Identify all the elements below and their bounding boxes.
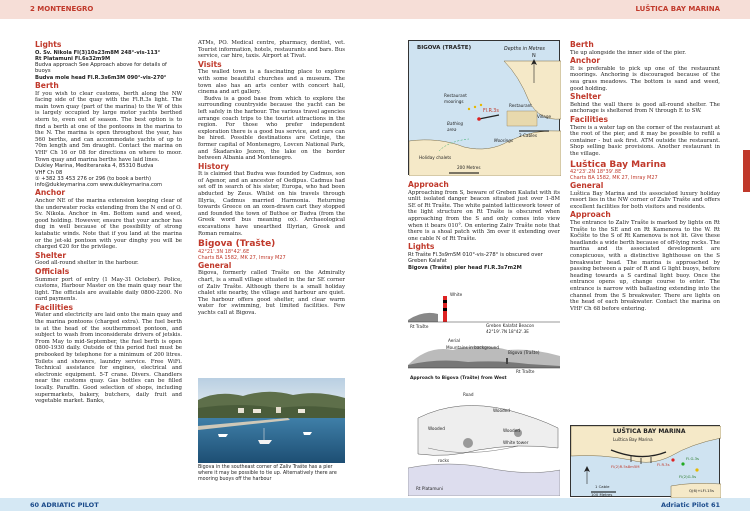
bigova-photo [198, 378, 345, 463]
facilities-continued: ATMs, PO. Medical centre, pharmacy, dentist, vet. Tourist information, hotels, restaurants and bars. Bus service, car hire, taxis. Airport at Tivat. [198, 40, 345, 60]
left-footer-band [0, 498, 375, 511]
right-page [375, 0, 750, 530]
berth-heading: Berth [35, 81, 59, 91]
lustica-position: 42°23'.2N 18°39'.8E [570, 169, 622, 176]
berth-text: If you wish to clear customs, berth along the NW facing side of the quay with the Fl.R.3s light. The main town quay (part of the marina) to the W of this is largely occupied by large motor yachts berthed stern to, even out of season. The best option is to find a berth at one of the pontoons in the marina to the N. The marina is open throughout the year, has 560 berths, and can accommodate yachts of up to 70m length and 5m draught. Contact the marina on VHF Ch 16 or 08 for directions on where to moor. Town quay and marina berths have laid lines. [35, 90, 182, 163]
bigova-heading: Bigova (Trašte) [198, 239, 276, 250]
general-heading: General [198, 260, 232, 270]
berth-text-2: Tie up alongside the inner side of the pier. [570, 49, 686, 56]
bigova-map-cables: 2 Cables [519, 133, 538, 138]
shelter-text: Good all-round shelter in the harbour. [35, 260, 139, 267]
light-bigova-pier: Bigova (Trašte) pier head Fl.R.3s7m2M [408, 264, 522, 271]
sketch-rt-traste-2: Rt Trašte [516, 369, 535, 374]
bigova-map-moorings: Moorings [494, 138, 514, 143]
lustica-map-light-5: Q(6)+LFl.15s [689, 488, 714, 493]
right-column-2 [570, 40, 720, 425]
sketch-caption: Approach to Bigova (Trašte) from West [410, 376, 507, 381]
contact-phone: ① +382 33 453 276 or 296 (to book a berth) [35, 175, 152, 182]
light-budva-mole: Budva mole head Fl.R.3s6m3M 090°-vis-270° [35, 74, 167, 81]
lustica-heading: Luštica Bay Marina [570, 159, 667, 170]
sketch-greben: Greben Kalafat Beacon [486, 323, 535, 328]
lights-heading: Lights [35, 40, 62, 49]
anchor-heading-2: Anchor [570, 56, 601, 66]
anchor-heading: Anchor [35, 188, 66, 198]
bigova-map-holiday: Holiday chalets [419, 155, 452, 160]
lustica-map [570, 425, 720, 497]
sketch-road: Road [463, 392, 474, 397]
lustica-map-light-4: Fl(2)G.5s [679, 474, 697, 479]
right-footer-band [375, 498, 750, 511]
perspective-sketch [408, 388, 560, 496]
facilities-text: Water and electricity are laid onto the main quay and the marina pontoons (charged extra). The fuel berth is at the head of the southernmost pontoon, and subject to wash from inconsiderate drivers of jetskis. From May to mid-September, the fuel berth is open 0800-1930 daily. Outside of this period fuel must be prebooked by telephone for a minimum of 200 litres. Toilets and showers, laundry service. Free WiFi. Technical assistance for engines, electrical and electronic equipment. 5-T crane. Divers. Chandlers near the customs quay. Gas bottles can be filled locally. Paraffin. Good selection of shops, including supermarkets, bakery, butchers, daily fruit and vegetable market. Banks, [35, 312, 182, 405]
lustica-map-cable: 1 Cable [595, 484, 610, 489]
lustica-map-light-3: Fl.G.3s [686, 456, 699, 461]
sketch-greben-pos: 42°19'.7N 18°42'.3E [486, 329, 529, 334]
sketch-platamuni: Rt Platamuni [416, 486, 443, 491]
sketch-white-tower: White tower [503, 440, 529, 445]
officials-text: Summer port of entry (1 May-31 October). Police, customs, Harbour Master on the main quay near the light. The officials are available daily 0800-2200. No card payments. [35, 276, 182, 303]
bigova-map-moorings-label: Restaurant moorings [444, 93, 467, 104]
bigova-map-title: BIGOVA (TRAŠTE) [417, 45, 472, 51]
contact-address: Dukley Marina, Mediteranska 4, 85310 Budva [35, 163, 154, 170]
sketch-rocks: rocks [438, 458, 450, 463]
shelter-heading-2: Shelter [570, 92, 602, 102]
general-text: Bigova, formerly called Trašte on the Admiralty chart, is a small village situated in the far SE corner of Zaliv Trašte. Although there is a small holiday chalet site nearby, the village and harbour are quiet. The harbour offers good shelter, and clear warm water for swimming, but limited facilities. Few yachts call at Bigova. [198, 270, 345, 316]
left-header-text: 2 MONTENEGRO [30, 5, 94, 13]
bigova-position: 42°21'.3N 18°42'.6E [198, 248, 250, 255]
facilities-heading-2: Facilities [570, 114, 609, 124]
light-rt-traste: Rt Trašte Fl.3s9m5M 010°-vis-278° is obscured over Greben Kalafat [408, 251, 543, 265]
bigova-map-bathing: Bathing area [447, 121, 464, 132]
right-footer-text: Adriatic Pilot 61 [660, 501, 720, 509]
officials-heading: Officials [35, 266, 70, 276]
bigova-map [408, 40, 560, 175]
history-heading: History [198, 161, 230, 171]
svg-text:N: N [532, 53, 536, 59]
approach-sketch [408, 290, 560, 385]
bigova-map-village: Village [537, 114, 552, 119]
sketch-wooded-3: Wooded [503, 428, 520, 433]
visits-text-2: Budva is a good base from which to explore the surrounding countryside because the yacht can be left safely in the harbour. The various travel agencies arrange coach trips to the tourist attractions in the region. For those who prefer independent exploration there is a good bus service, and cars can be hired. Possible destinations are Cetinje, the former capital of Montenegro, Lovcen National Park, and Škadarsko Jezero, the lake on the border between Albania and Montenegro. [198, 95, 345, 162]
sketch-wooded-2: Wooded [493, 408, 510, 413]
lustica-charts: Charts BA 1582, MK 27, Imray M27 [570, 175, 658, 182]
lustica-map-sub: Luštica Bay Marina [613, 437, 653, 442]
right-header-band [375, 0, 750, 19]
approach-heading: Approach [408, 180, 449, 189]
bigova-charts: Charts BA 1582, MK 27, Imray M27 [198, 254, 286, 261]
facilities-text-2: There is a water tap on the corner of the restaurant at the root of the pier, and it may be possible to refill a container - but ask first. ATM outside the restaurant. Shop selling basic provisions. Another restaurant in the village. [570, 124, 720, 157]
bigova-map-restaurant: Restaurant [509, 103, 532, 108]
light-sv-nikola: O. Sv. Nikola Fl(3)10s23m8M 248°-vis-113° [35, 49, 161, 56]
anchor-text-2: It is preferable to pick up one of the restaurant moorings. Anchoring is discouraged because of the sea grass meadows. The bottom is sand and weed, good holding. [570, 65, 720, 92]
bigova-map-metres: 200 Metres [457, 165, 481, 170]
contact-vhf: VHF Ch 08 [35, 169, 63, 176]
lights-heading-2: Lights [408, 242, 435, 252]
lustica-map-title: LUŠTICA BAY MARINA [613, 428, 686, 435]
anchor-text: Anchor NE of the marina extension keeping clear of the underwater rocks extending from the N end of O. Sv. Nikola. Anchor in 4m. Bottom sand and weed, good holding. However, ensure that your anchor has dug in well because of the possibility of strong katabatic winds. Note that if you land at the marina or the jet-ski pontoon with your dinghy you will be charged €20 for the privilege. [35, 197, 182, 251]
sketch-aerial: Aerial [448, 338, 460, 343]
approach-text-2: The entrance to Zaliv Trašte is marked by lights on Rt Trašte to the SE and on Rt Kamenova to the W. Rt Kočište to the S of Rt Kamenova is not lit. Give these headlands a wide berth because of off-lying rocks. The marina and its associated development are conspicuous, with a distinctive lighthouse on the S breakwater head. The marina is approached by passing between a pair of R and G light buoys, before heading towards a S cardinal light buoy. Once the entrance opens up, change course to enter. The entrance is narrow with ballasting extending into the channel from the S breakwater. There are lights on the head of each breakwater. Contact the marina on VHF Ch 68 before entering. [570, 220, 720, 312]
bigova-map-depths: Depths in Metres [504, 47, 545, 52]
sketch-rt-traste: Rt Trašte [410, 324, 429, 329]
left-footer-text: 60 ADRIATIC PILOT [30, 501, 99, 509]
left-column-2 [198, 40, 345, 370]
visits-heading: Visits [198, 59, 222, 69]
right-column-1 [408, 180, 560, 290]
page-edge-tab [743, 150, 750, 192]
approach-heading-2: Approach [570, 210, 611, 220]
general-heading-2: General [570, 181, 604, 191]
right-header-text: LUŠTICA BAY MARINA [635, 5, 720, 13]
left-column-1 [35, 40, 182, 495]
berth-heading-2: Berth [570, 40, 594, 49]
facilities-heading: Facilities [35, 302, 74, 312]
sketch-bigova: Bigova (Trašte) [508, 350, 540, 355]
lustica-map-light-2: Fl.R.3s [657, 462, 670, 467]
lustica-map-metres: 100 Metres [591, 492, 613, 497]
shelter-text-2: Behind the wall there is good all-round shelter. The anchorage is sheltered from N through E to SW. [570, 101, 720, 115]
photo-caption: Bigova in the southeast corner of Zaliv Trašte has a pier where it may be possible to tie up. Alternatively there are mooring buoys off the harbour [198, 465, 337, 482]
left-header-band [0, 0, 375, 19]
visits-text-1: The walled town is a fascinating place to explore with some beautiful churches and a museum. The town also has an arts center with concert hall, cinema and art gallery. [198, 69, 345, 96]
history-text: It is claimed that Budva was founded by Cadmus, son of Agenor, and an ancestor of Oedipus. Cadmus had set off in search of his sister, Europa, who had been abducted by Zeus. Whilst on his travels through Illyria, Cadmus married Harmonia. Returning towards Greece on an oxen-drawn cart they stopped and founded the town of Buthoe or Budva (from the Greek word bus meaning ox). Archaeological excavations have unearthed Illyrian, Greek and Roman remains. [198, 171, 345, 237]
sketch-wooded-1: Wooded [428, 426, 445, 431]
sketch-mountains: Mountains in background [446, 345, 499, 350]
shelter-heading: Shelter [35, 250, 67, 260]
lustica-map-light-1: Fl(2)R.5s8m5M [611, 464, 640, 469]
sketch-white: White [450, 292, 463, 297]
approach-text: Approaching from S, beware of Greben Kalafat with its unlit isolated danger beacon situated just over 1-8M SE of Rt Trašte. The white painted latticework tower of the light structure on Rt Trašte is obscured when approaching from the S and only comes into view when it bears 010°. On entering Zaliv Trašte note that there is a shoal patch with 3m over it extending over one cable N of Rt Trašte. [408, 189, 560, 242]
contact-email: info@dukleymarina.com www.dukleymarina.com [35, 182, 163, 189]
light-budva-approach: Budva approach See Approach above for details of buoys [35, 62, 167, 75]
light-platamuni: Rt Platamuni Fl.6s32m9M [35, 55, 111, 62]
bigova-map-light: Fl.R.3s [483, 109, 499, 114]
general-text-2: Luštica Bay Marina and its associated luxury holiday resort lies in the NW corner of Zaliv Trašte and offers excellent facilities for both visitors and residents. [570, 190, 720, 210]
